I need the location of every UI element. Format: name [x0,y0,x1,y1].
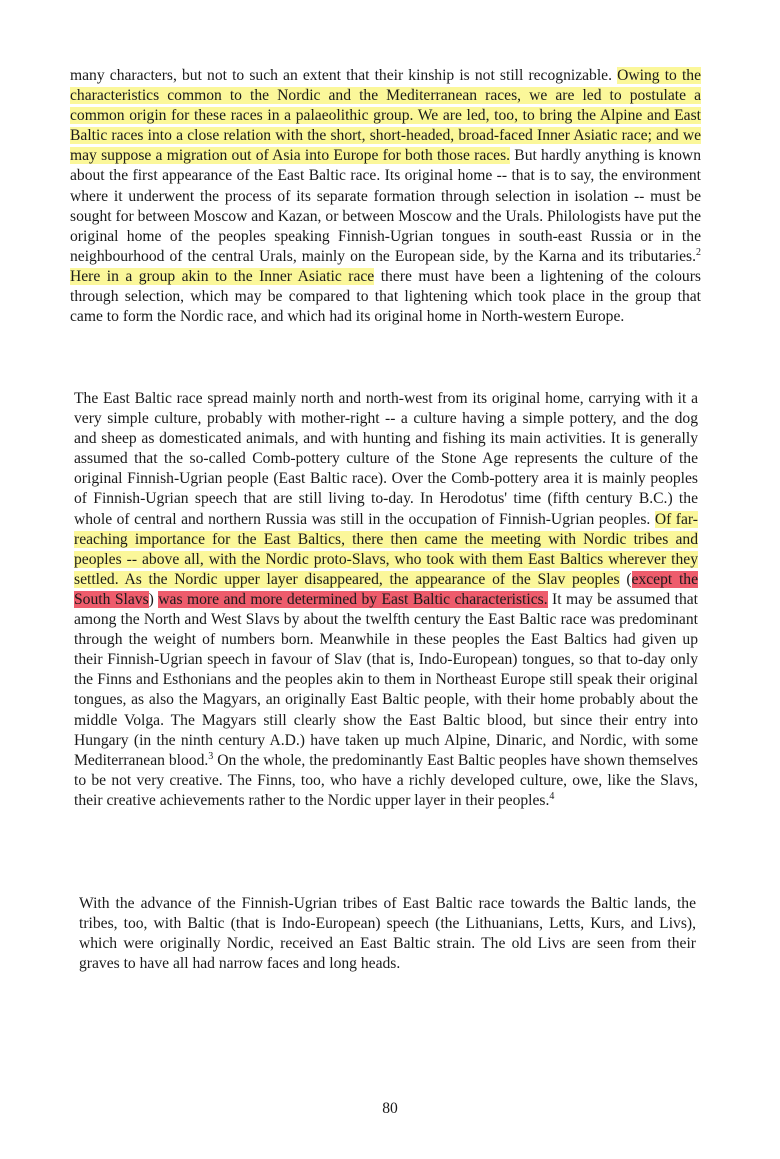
text-segment: many characters, but not to such an extent that their kinship is not still recognizable. [70,67,618,84]
text-segment: But hardly anything is known about the first appearance of the East Baltic race. Its original home -- that is to say, the environment where it underwent the process of its separate formation through selection in isolation -- must be sought for between Moscow and Kazan, or between Moscow and the Urals. Philologists have put the original home of the peoples speaking Finnish-Ugrian tongues in south-east Russia or in the neighbourhood of the central Urals, mainly on the European side, by the Karna and its tributaries. [70,147,701,265]
text-segment: there must have been a lightening of the colours through selection, which may be compared to that lightening which took place in the group that came to form the Nordic race, and which had its original home in North-western Europe. [70,267,701,326]
footnote-marker: 4 [549,790,555,802]
yellow-highlighted-text: Owing to the characteristics common to the Nordic and the Mediterranean races, we are led to postulate a common origin for these races in a palaeolithic group. We are led, too, to bring the Alpine and East Baltic races into a close relation with the short, short-headed, broad-faced Inner Asiatic race; and we may suppose a migration out of Asia into Europe for both those races. [70,67,701,165]
yellow-highlighted-text: Of far-reaching importance for the East Baltics, there then came the meeting with Nordic tribes and peoples -- above all, with the Nordic proto-Slavs, who took with them East Baltics wherever they settled. As the Nordic upper layer disappeared, the appearance of the Slav peoples [74,510,698,588]
text-segment: It may be assumed that among the North and West Slavs by about the twelfth century the East Baltic race was predominant through the weight of numbers born. Meanwhile in these peoples the East Baltics had given up their Finnish-Ugrian speech in favour of Slav (that is, Indo-European) tongues, so that to-day only the Finns and Esthonians and the peoples akin to them in Northeast Europe still speak their original tongues, as also the Magyars, an originally East Baltic people, with their home probably about the middle Volga. The Magyars still clearly show the East Baltic blood, but since their entry into Hungary (in the ninth century A.D.) have taken up much Alpine, Dinaric, and Nordic, with some Mediterranean blood. [74,590,698,769]
paragraph-1 [70,66,701,327]
footnote-marker: 2 [696,246,701,258]
paragraph-3 [79,894,696,974]
red-highlighted-text: except the South Slavs [74,570,699,608]
text-segment: On the whole, the predominantly East Baltic peoples have shown themselves to be not very creative. The Finns, too, who have a richly developed culture, owe, like the Slavs, their creative achievements rather to the Nordic upper layer in their peoples. [74,751,698,809]
text-segment: ) [148,590,159,608]
footnote-marker: 3 [208,750,214,762]
text-segment: With the advance of the Finnish-Ugrian tribes of East Baltic race towards the Baltic lands, the tribes, too, with Baltic (that is Indo-European) speech (the Lithuanians, Letts, Kurs, and Livs), which were originally Nordic, received an East Baltic strain. The old Livs are seen from their graves to have all had narrow faces and long heads. [79,895,696,973]
text-segment: The East Baltic race spread mainly north and north-west from its original home, carrying with it a very simple culture, probably with mother-right -- a culture having a simple pottery, and the dog and sheep as domesticated animals, and with hunting and fishing its main activities. It is generally assumed that the so-called Comb-pottery culture of the Stone Age represents the culture of the original Finnish-Ugrian people (East Baltic race). Over the Comb-pottery area it is mainly peoples of Finnish-Ugrian speech that are still living to-day. In Herodotus' time (fifth century B.C.) the whole of central and northern Russia was still in the occupation of Finnish-Ugrian peoples. [74,390,698,528]
paragraph-2 [74,389,698,811]
red-highlighted-text: was more and more determined by East Baltic characteristics. [158,590,548,608]
yellow-highlighted-text: Here in a group akin to the Inner Asiatic race [70,267,375,285]
page-number: 80 [382,1100,398,1117]
text-segment: ( [619,570,632,588]
